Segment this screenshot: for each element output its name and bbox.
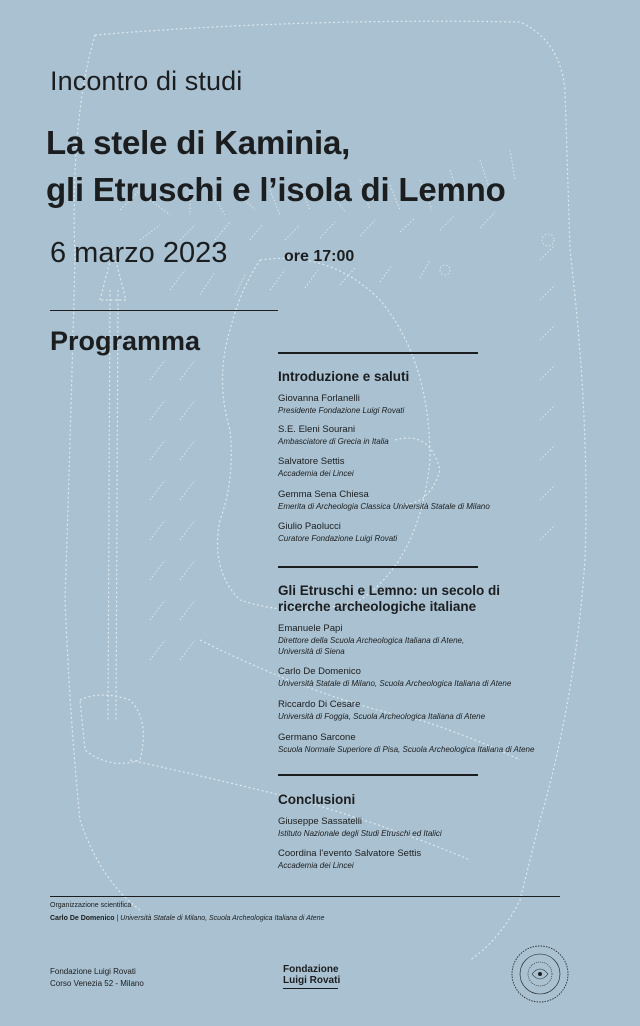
speaker-role: Università di Siena <box>278 647 345 656</box>
separator: | <box>116 915 121 922</box>
speaker-name: Gemma Sena Chiesa <box>278 489 369 500</box>
speaker-name: Emanuele Papi <box>278 623 343 634</box>
speaker-entry <box>278 666 578 689</box>
speaker-role: Curatore Fondazione Luigi Rovati <box>278 534 398 543</box>
foundation-logo <box>283 964 340 989</box>
speaker-role: Università Statale di Milano, Scuola Archeologica Italiana di Atene <box>278 679 512 688</box>
speaker-entry <box>278 424 578 447</box>
section-title: Conclusioni <box>278 792 356 807</box>
foundation-address: Corso Venezia 52 - Milano <box>50 979 144 988</box>
speaker-role: Accademia dei Lincei <box>278 861 354 870</box>
section-divider <box>278 774 478 776</box>
section-divider <box>278 352 478 354</box>
section-title-line-1: Gli Etruschi e Lemno: un secolo di <box>278 583 501 598</box>
section-title <box>278 583 528 615</box>
organization-label: Organizzazione scientifica <box>50 902 132 909</box>
speaker-role: Direttore della Scuola Archeologica Italiana di Atene, <box>278 636 465 645</box>
seal-icon <box>510 944 570 1004</box>
organizer-name: Carlo De Domenico <box>50 915 115 922</box>
speaker-role: Università di Foggia, Scuola Archeologica Italiana di Atene <box>278 712 486 721</box>
section-title-line-2: ricerche archeologiche italiane <box>278 599 477 614</box>
speaker-name: Coordina l’evento Salvatore Settis <box>278 848 422 859</box>
speaker-entry <box>278 699 578 722</box>
footer-divider <box>50 896 560 897</box>
title-line-2: gli Etruschi e l’isola di Lemno <box>46 171 506 208</box>
logo-line-2: Luigi Rovati <box>283 975 341 986</box>
speaker-entry <box>278 393 578 416</box>
speaker-name: Giovanna Forlanelli <box>278 393 360 404</box>
speaker-role: Presidente Fondazione Luigi Rovati <box>278 406 405 415</box>
program-heading: Programma <box>50 326 201 356</box>
event-time: ore 17:00 <box>284 248 355 265</box>
speaker-role: Ambasciatore di Grecia in Italia <box>278 437 389 446</box>
speaker-name: Giulio Paolucci <box>278 521 341 532</box>
event-title <box>46 119 506 213</box>
speaker-entry <box>278 623 578 657</box>
event-date: 6 marzo 2023 <box>50 237 228 269</box>
speaker-entry <box>278 489 578 512</box>
speaker-name: Riccardo Di Cesare <box>278 699 361 710</box>
title-line-1: La stele di Kaminia, <box>46 124 351 161</box>
speaker-entry <box>278 456 578 479</box>
organization-credit <box>50 915 324 922</box>
speaker-name: Germano Sarcone <box>278 732 356 743</box>
foundation-address-block <box>50 966 144 990</box>
speaker-entry <box>278 521 578 544</box>
organizer-affiliation: Università Statale di Milano, Scuola Archeologica Italiana di Atene <box>120 915 325 922</box>
speaker-name: Giuseppe Sassatelli <box>278 816 362 827</box>
speaker-role: Scuola Normale Superiore di Pisa, Scuola Archeologica Italiana di Atene <box>278 745 535 754</box>
speaker-name: Salvatore Settis <box>278 456 345 467</box>
speaker-role: Accademia dei Lincei <box>278 469 354 478</box>
section-title: Introduzione e saluti <box>278 369 410 384</box>
foundation-name: Fondazione Luigi Rovati <box>50 967 136 976</box>
speaker-entry <box>278 848 578 871</box>
speaker-name: Carlo De Domenico <box>278 666 361 677</box>
logo-line-1: Fondazione <box>283 964 339 975</box>
section-divider <box>278 566 478 568</box>
header-divider <box>50 310 278 311</box>
speaker-entry <box>278 816 578 839</box>
event-subtitle: Incontro di studi <box>50 66 243 96</box>
speaker-entry <box>278 732 578 755</box>
speaker-role: Emerita di Archeologia Classica Università Statale di Milano <box>278 502 490 511</box>
logo-underline <box>283 988 338 989</box>
speaker-name: S.E. Eleni Sourani <box>278 424 356 435</box>
speaker-role: Istituto Nazionale degli Studi Etruschi ed Italici <box>278 829 442 838</box>
